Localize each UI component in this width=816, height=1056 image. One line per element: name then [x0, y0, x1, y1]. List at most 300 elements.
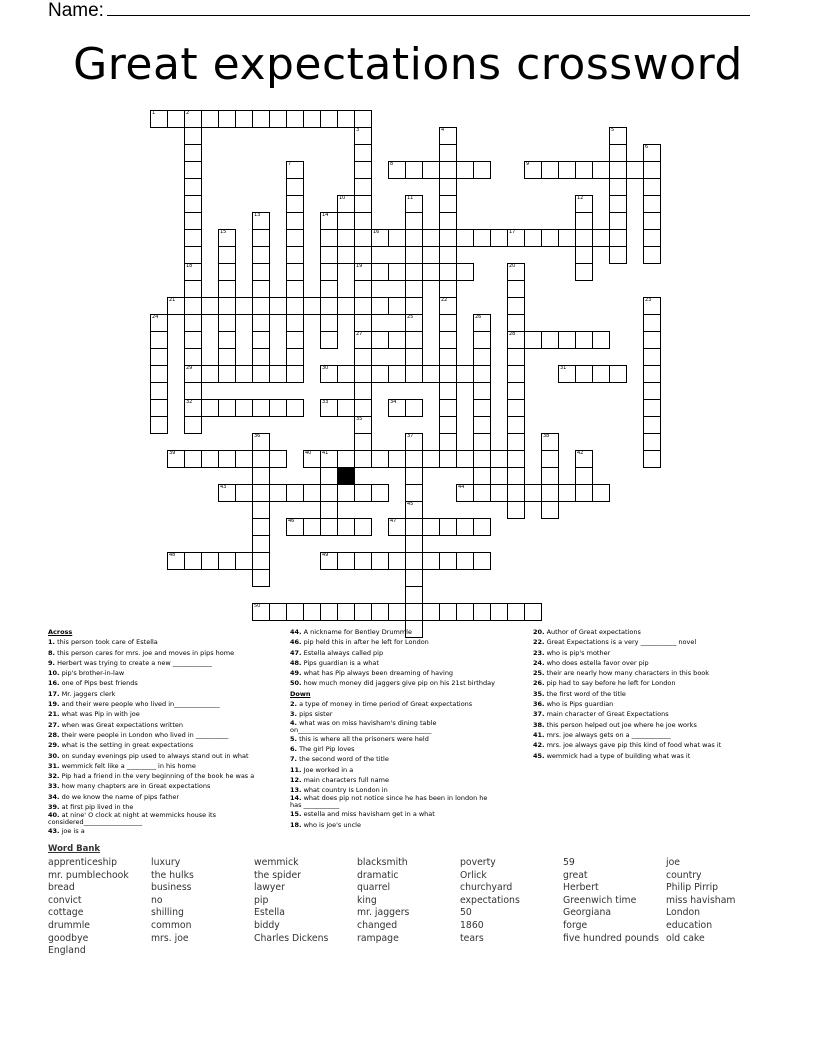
grid-cell[interactable] [371, 552, 389, 570]
grid-cell[interactable] [626, 161, 644, 179]
grid-cell[interactable] [184, 246, 202, 264]
grid-cell[interactable] [150, 365, 168, 383]
grid-cell[interactable] [405, 263, 423, 281]
grid-cell[interactable] [405, 501, 423, 519]
grid-cell[interactable] [575, 212, 593, 230]
grid-cell[interactable] [184, 280, 202, 298]
grid-cell[interactable] [439, 127, 457, 145]
grid-cell[interactable] [354, 178, 372, 196]
grid-cell[interactable] [456, 161, 474, 179]
grid-cell[interactable] [337, 518, 355, 536]
grid-cell[interactable] [490, 603, 508, 621]
grid-cell[interactable] [252, 484, 270, 502]
grid-cell[interactable] [439, 450, 457, 468]
grid-cell[interactable] [388, 263, 406, 281]
grid-cell[interactable] [371, 365, 389, 383]
grid-cell[interactable] [456, 365, 474, 383]
grid-cell[interactable] [320, 280, 338, 298]
grid-cell[interactable] [286, 263, 304, 281]
grid-cell[interactable] [337, 365, 355, 383]
grid-cell[interactable] [524, 484, 542, 502]
grid-cell[interactable] [609, 178, 627, 196]
grid-cell[interactable] [184, 110, 202, 128]
grid-cell[interactable] [252, 212, 270, 230]
grid-cell[interactable] [609, 365, 627, 383]
grid-cell[interactable] [405, 552, 423, 570]
grid-cell[interactable] [184, 399, 202, 417]
grid-cell[interactable] [541, 467, 559, 485]
grid-cell[interactable] [439, 161, 457, 179]
grid-cell[interactable] [456, 263, 474, 281]
grid-cell[interactable] [354, 603, 372, 621]
grid-cell[interactable] [422, 263, 440, 281]
grid-cell[interactable] [150, 110, 168, 128]
grid-cell[interactable] [354, 399, 372, 417]
grid-cell[interactable] [473, 416, 491, 434]
grid-cell[interactable] [643, 229, 661, 247]
grid-cell[interactable] [150, 348, 168, 366]
grid-cell[interactable] [575, 331, 593, 349]
grid-cell[interactable] [592, 365, 610, 383]
grid-cell[interactable] [507, 467, 525, 485]
grid-cell[interactable] [201, 365, 219, 383]
grid-cell[interactable] [303, 484, 321, 502]
grid-cell[interactable] [286, 314, 304, 332]
grid-cell[interactable] [252, 518, 270, 536]
grid-cell[interactable] [354, 195, 372, 213]
grid-cell[interactable] [201, 297, 219, 315]
grid-cell[interactable] [337, 110, 355, 128]
grid-cell[interactable] [558, 365, 576, 383]
grid-cell[interactable] [286, 178, 304, 196]
grid-cell[interactable] [184, 178, 202, 196]
grid-cell[interactable] [507, 501, 525, 519]
grid-cell[interactable] [201, 399, 219, 417]
grid-cell[interactable] [388, 450, 406, 468]
grid-cell[interactable] [473, 399, 491, 417]
grid-cell[interactable] [643, 161, 661, 179]
grid-cell[interactable] [507, 484, 525, 502]
grid-cell[interactable] [303, 603, 321, 621]
grid-cell[interactable] [320, 212, 338, 230]
grid-cell[interactable] [609, 195, 627, 213]
grid-cell[interactable] [507, 450, 525, 468]
grid-cell[interactable] [490, 450, 508, 468]
grid-cell[interactable] [354, 552, 372, 570]
grid-cell[interactable] [218, 365, 236, 383]
grid-cell[interactable] [490, 484, 508, 502]
grid-cell[interactable] [320, 518, 338, 536]
grid-cell[interactable] [235, 484, 253, 502]
grid-cell[interactable] [371, 297, 389, 315]
grid-cell[interactable] [473, 603, 491, 621]
grid-cell[interactable] [286, 297, 304, 315]
grid-cell[interactable] [456, 552, 474, 570]
grid-cell[interactable] [286, 212, 304, 230]
grid-cell[interactable] [575, 195, 593, 213]
grid-cell[interactable] [507, 331, 525, 349]
grid-cell[interactable] [252, 450, 270, 468]
grid-cell[interactable] [235, 552, 253, 570]
grid-cell[interactable] [541, 331, 559, 349]
grid-cell[interactable] [558, 161, 576, 179]
grid-cell[interactable] [388, 297, 406, 315]
grid-cell[interactable] [507, 314, 525, 332]
grid-cell[interactable] [184, 382, 202, 400]
grid-cell[interactable] [405, 450, 423, 468]
grid-cell[interactable] [286, 331, 304, 349]
grid-cell[interactable] [643, 212, 661, 230]
grid-cell[interactable] [201, 552, 219, 570]
grid-cell[interactable] [456, 603, 474, 621]
grid-cell[interactable] [541, 161, 559, 179]
grid-cell[interactable] [286, 246, 304, 264]
grid-cell[interactable] [252, 467, 270, 485]
grid-cell[interactable] [507, 399, 525, 417]
grid-cell[interactable] [473, 314, 491, 332]
grid-cell[interactable] [609, 144, 627, 162]
grid-cell[interactable] [643, 450, 661, 468]
grid-cell[interactable] [405, 280, 423, 298]
grid-cell[interactable] [456, 229, 474, 247]
grid-cell[interactable] [575, 467, 593, 485]
grid-cell[interactable] [269, 484, 287, 502]
grid-cell[interactable] [320, 331, 338, 349]
grid-cell[interactable] [337, 195, 355, 213]
grid-cell[interactable] [507, 263, 525, 281]
grid-cell[interactable] [337, 484, 355, 502]
grid-cell[interactable] [643, 297, 661, 315]
grid-cell[interactable] [609, 212, 627, 230]
grid-cell[interactable] [643, 416, 661, 434]
grid-cell[interactable] [218, 280, 236, 298]
grid-cell[interactable] [643, 331, 661, 349]
grid-cell[interactable] [388, 331, 406, 349]
grid-cell[interactable] [354, 127, 372, 145]
grid-cell[interactable] [218, 314, 236, 332]
grid-cell[interactable] [524, 603, 542, 621]
grid-cell[interactable] [252, 314, 270, 332]
grid-cell[interactable] [507, 433, 525, 451]
grid-cell[interactable] [371, 484, 389, 502]
grid-cell[interactable] [269, 110, 287, 128]
grid-cell[interactable] [235, 297, 253, 315]
grid-cell[interactable] [405, 348, 423, 366]
grid-cell[interactable] [252, 569, 270, 587]
grid-cell[interactable] [473, 484, 491, 502]
grid-cell[interactable] [320, 263, 338, 281]
grid-cell[interactable] [269, 399, 287, 417]
grid-cell[interactable] [235, 365, 253, 383]
grid-cell[interactable] [354, 314, 372, 332]
grid-cell[interactable] [439, 195, 457, 213]
grid-cell[interactable] [456, 450, 474, 468]
grid-cell[interactable] [575, 450, 593, 468]
grid-cell[interactable] [235, 450, 253, 468]
grid-cell[interactable] [507, 382, 525, 400]
grid-cell[interactable] [524, 229, 542, 247]
grid-cell[interactable] [643, 314, 661, 332]
grid-cell[interactable] [286, 348, 304, 366]
grid-cell[interactable] [592, 484, 610, 502]
grid-cell[interactable] [252, 297, 270, 315]
grid-cell[interactable] [337, 297, 355, 315]
grid-cell[interactable] [286, 229, 304, 247]
grid-cell[interactable] [252, 535, 270, 553]
grid-cell[interactable] [490, 229, 508, 247]
grid-cell[interactable] [184, 365, 202, 383]
grid-cell[interactable] [218, 331, 236, 349]
grid-cell[interactable] [354, 450, 372, 468]
grid-cell[interactable] [575, 263, 593, 281]
grid-cell[interactable] [507, 280, 525, 298]
grid-cell[interactable] [286, 161, 304, 179]
grid-cell[interactable] [371, 603, 389, 621]
grid-cell[interactable] [184, 212, 202, 230]
grid-cell[interactable] [609, 127, 627, 145]
grid-cell[interactable] [422, 518, 440, 536]
grid-cell[interactable] [252, 110, 270, 128]
grid-cell[interactable] [592, 161, 610, 179]
grid-cell[interactable] [184, 348, 202, 366]
grid-cell[interactable] [405, 484, 423, 502]
grid-cell[interactable] [422, 229, 440, 247]
grid-cell[interactable] [320, 467, 338, 485]
grid-cell[interactable] [184, 552, 202, 570]
grid-cell[interactable] [235, 399, 253, 417]
grid-cell[interactable] [439, 144, 457, 162]
grid-cell[interactable] [269, 450, 287, 468]
grid-cell[interactable] [541, 450, 559, 468]
grid-cell[interactable] [252, 229, 270, 247]
grid-cell[interactable] [269, 297, 287, 315]
grid-cell[interactable] [439, 212, 457, 230]
grid-cell[interactable] [524, 331, 542, 349]
grid-cell[interactable] [252, 246, 270, 264]
grid-cell[interactable] [150, 331, 168, 349]
grid-cell[interactable] [320, 484, 338, 502]
grid-cell[interactable] [507, 297, 525, 315]
grid-cell[interactable] [218, 450, 236, 468]
grid-cell[interactable] [184, 229, 202, 247]
grid-cell[interactable] [354, 382, 372, 400]
grid-cell[interactable] [269, 365, 287, 383]
grid-cell[interactable] [405, 603, 423, 621]
grid-cell[interactable] [405, 518, 423, 536]
grid-cell[interactable] [184, 297, 202, 315]
grid-cell[interactable] [541, 484, 559, 502]
grid-cell[interactable] [320, 297, 338, 315]
grid-cell[interactable] [184, 331, 202, 349]
grid-cell[interactable] [184, 144, 202, 162]
grid-cell[interactable] [320, 365, 338, 383]
grid-cell[interactable] [575, 229, 593, 247]
grid-cell[interactable] [354, 331, 372, 349]
grid-cell[interactable] [439, 297, 457, 315]
grid-cell[interactable] [167, 297, 185, 315]
grid-cell[interactable] [252, 365, 270, 383]
grid-cell[interactable] [201, 450, 219, 468]
grid-cell[interactable] [643, 178, 661, 196]
grid-cell[interactable] [184, 127, 202, 145]
grid-cell[interactable] [558, 484, 576, 502]
grid-cell[interactable] [218, 297, 236, 315]
grid-cell[interactable] [388, 365, 406, 383]
grid-cell[interactable] [286, 110, 304, 128]
grid-cell[interactable] [643, 246, 661, 264]
grid-cell[interactable] [388, 603, 406, 621]
grid-cell[interactable] [286, 365, 304, 383]
grid-cell[interactable] [320, 246, 338, 264]
grid-cell[interactable] [354, 365, 372, 383]
grid-cell[interactable] [558, 229, 576, 247]
grid-cell[interactable] [405, 229, 423, 247]
grid-cell[interactable] [405, 535, 423, 553]
grid-cell[interactable] [473, 552, 491, 570]
grid-cell[interactable] [167, 450, 185, 468]
grid-cell[interactable] [252, 263, 270, 281]
grid-cell[interactable] [405, 467, 423, 485]
grid-cell[interactable] [473, 229, 491, 247]
grid-cell[interactable] [541, 501, 559, 519]
grid-cell[interactable] [354, 348, 372, 366]
grid-cell[interactable] [405, 195, 423, 213]
grid-cell[interactable] [354, 518, 372, 536]
grid-cell[interactable] [473, 450, 491, 468]
grid-cell[interactable] [575, 484, 593, 502]
grid-cell[interactable] [303, 110, 321, 128]
grid-cell[interactable] [439, 518, 457, 536]
grid-cell[interactable] [575, 161, 593, 179]
grid-cell[interactable] [252, 399, 270, 417]
grid-cell[interactable] [456, 518, 474, 536]
grid-cell[interactable] [252, 348, 270, 366]
grid-cell[interactable] [218, 552, 236, 570]
grid-cell[interactable] [422, 552, 440, 570]
grid-cell[interactable] [371, 229, 389, 247]
grid-cell[interactable] [524, 161, 542, 179]
grid-cell[interactable] [507, 229, 525, 247]
grid-cell[interactable] [643, 195, 661, 213]
grid-cell[interactable] [439, 229, 457, 247]
grid-cell[interactable] [184, 263, 202, 281]
grid-cell[interactable] [286, 280, 304, 298]
grid-cell[interactable] [405, 314, 423, 332]
grid-cell[interactable] [473, 365, 491, 383]
grid-cell[interactable] [184, 416, 202, 434]
grid-cell[interactable] [507, 416, 525, 434]
grid-cell[interactable] [473, 161, 491, 179]
grid-cell[interactable] [439, 246, 457, 264]
grid-cell[interactable] [388, 229, 406, 247]
grid-cell[interactable] [337, 450, 355, 468]
grid-cell[interactable] [507, 348, 525, 366]
grid-cell[interactable] [320, 501, 338, 519]
grid-cell[interactable] [218, 110, 236, 128]
grid-cell[interactable] [371, 263, 389, 281]
grid-cell[interactable] [337, 212, 355, 230]
grid-cell[interactable] [218, 348, 236, 366]
grid-cell[interactable] [252, 603, 270, 621]
grid-cell[interactable] [337, 552, 355, 570]
grid-cell[interactable] [575, 365, 593, 383]
grid-cell[interactable] [354, 161, 372, 179]
grid-cell[interactable] [354, 229, 372, 247]
grid-cell[interactable] [422, 161, 440, 179]
grid-cell[interactable] [439, 382, 457, 400]
grid-cell[interactable] [643, 144, 661, 162]
grid-cell[interactable] [456, 484, 474, 502]
grid-cell[interactable] [320, 229, 338, 247]
grid-cell[interactable] [371, 331, 389, 349]
grid-cell[interactable] [643, 433, 661, 451]
grid-cell[interactable] [150, 399, 168, 417]
grid-cell[interactable] [303, 518, 321, 536]
grid-cell[interactable] [422, 365, 440, 383]
grid-cell[interactable] [252, 501, 270, 519]
grid-cell[interactable] [643, 348, 661, 366]
grid-cell[interactable] [388, 399, 406, 417]
grid-cell[interactable] [405, 365, 423, 383]
grid-cell[interactable] [354, 263, 372, 281]
grid-cell[interactable] [405, 297, 423, 315]
grid-cell[interactable] [252, 331, 270, 349]
grid-cell[interactable] [507, 603, 525, 621]
grid-cell[interactable] [473, 433, 491, 451]
grid-cell[interactable] [643, 399, 661, 417]
grid-cell[interactable] [354, 280, 372, 298]
grid-cell[interactable] [354, 416, 372, 434]
grid-cell[interactable] [592, 331, 610, 349]
grid-cell[interactable] [354, 110, 372, 128]
grid-cell[interactable] [541, 433, 559, 451]
grid-cell[interactable] [218, 246, 236, 264]
grid-cell[interactable] [354, 297, 372, 315]
grid-cell[interactable] [320, 110, 338, 128]
grid-cell[interactable] [473, 518, 491, 536]
grid-cell[interactable] [439, 552, 457, 570]
grid-cell[interactable] [609, 161, 627, 179]
grid-cell[interactable] [320, 552, 338, 570]
grid-cell[interactable] [303, 297, 321, 315]
grid-cell[interactable] [286, 399, 304, 417]
grid-cell[interactable] [439, 280, 457, 298]
grid-cell[interactable] [405, 161, 423, 179]
grid-cell[interactable] [422, 450, 440, 468]
grid-cell[interactable] [252, 280, 270, 298]
grid-cell[interactable] [609, 246, 627, 264]
grid-cell[interactable] [609, 229, 627, 247]
grid-cell[interactable] [354, 144, 372, 162]
grid-cell[interactable] [150, 382, 168, 400]
grid-cell[interactable] [167, 110, 185, 128]
grid-cell[interactable] [184, 161, 202, 179]
grid-cell[interactable] [439, 433, 457, 451]
grid-cell[interactable] [439, 603, 457, 621]
grid-cell[interactable] [473, 348, 491, 366]
grid-cell[interactable] [337, 229, 355, 247]
grid-cell[interactable] [303, 450, 321, 468]
grid-cell[interactable] [473, 331, 491, 349]
grid-cell[interactable] [167, 552, 185, 570]
grid-cell[interactable] [235, 110, 253, 128]
grid-cell[interactable] [201, 110, 219, 128]
grid-cell[interactable] [320, 399, 338, 417]
grid-cell[interactable] [337, 399, 355, 417]
grid-cell[interactable] [218, 484, 236, 502]
grid-cell[interactable] [218, 229, 236, 247]
grid-cell[interactable] [320, 450, 338, 468]
